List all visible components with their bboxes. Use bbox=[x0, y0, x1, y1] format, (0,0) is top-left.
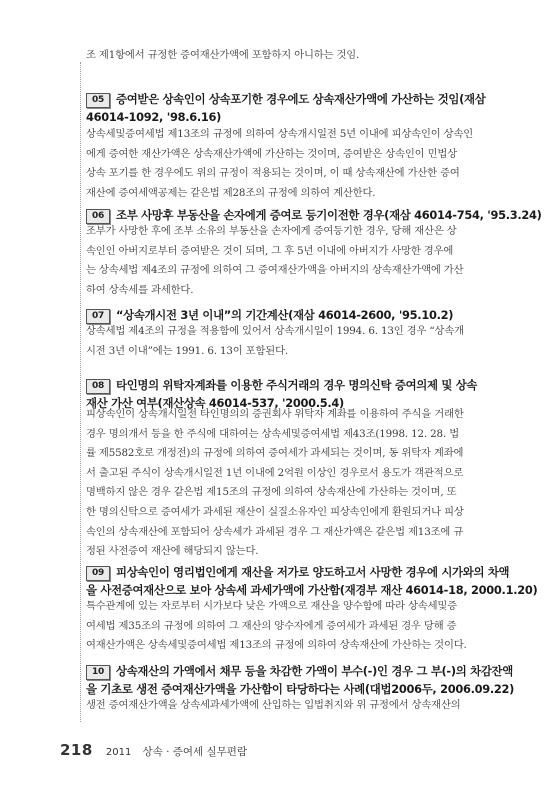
section-number-badge: 06 bbox=[86, 209, 110, 224]
section-heading-10 bbox=[86, 662, 515, 698]
section-body-05 bbox=[86, 125, 484, 203]
body-line: 경우 명의개서 등을 한 주식에 대하여는 상속세및증여세법 제43조(1998. 12. 28. 법 bbox=[86, 427, 459, 440]
page-number: 218 bbox=[60, 741, 93, 759]
body-line: 여재산가액은 상속세및증여세법 제13조의 규정에 의하여 상속재산에 가산하는 것이다. bbox=[86, 639, 467, 652]
body-line: 생전 증여재산가액을 상속세과세가액에 산입하는 입법취지와 위 규정에서 상속재산의 bbox=[86, 699, 461, 711]
section-body-10 bbox=[86, 696, 484, 716]
body-line: 한 명의신탁으로 증여세가 과세된 재산이 실질소유자인 피상속인에게 환원되거나 피상 bbox=[86, 505, 464, 518]
body-line: 여세법 제35조의 규정에 의하여 그 재산의 양수자에게 증여세가 과세된 경우 당해 증 bbox=[86, 619, 457, 632]
page-footer bbox=[60, 740, 247, 759]
body-line: 하여 상속세를 과세한다. bbox=[86, 283, 194, 296]
section-number-badge: 07 bbox=[86, 309, 110, 324]
section-heading-09 bbox=[86, 563, 538, 599]
heading-line: 을 사전증여재산으로 보아 상속세 과세가액에 가산함(재경부 재산 46014-18, 2000.1.20) bbox=[86, 583, 538, 597]
body-line: 명백하지 않은 경우 같은법 제15조의 규정에 의하여 상속재산에 가산하는 것이며, 또 bbox=[86, 486, 457, 499]
heading-line: 재산 가산 여부(재산상속 46014-537, '2000.5.4) bbox=[86, 396, 344, 410]
footer-year: 2011 bbox=[105, 747, 132, 758]
body-line: 상속 포기를 한 경우에도 위의 규정이 적용되는 것이며, 이 때 상속재산에 가산한 증여 bbox=[86, 167, 460, 180]
section-number-badge: 09 bbox=[86, 566, 110, 581]
section-number-badge: 10 bbox=[86, 665, 110, 680]
heading-line: 10 상속재산의 가액에서 채무 등을 차감한 가액이 부수(-)인 경우 그 부(-)의 차감잔액 bbox=[86, 662, 488, 680]
body-line: 서 출고된 주식이 상속개시일전 1년 이내에 2억원 이상인 경우로서 용도가 객관적으로 bbox=[86, 466, 464, 479]
intro-paragraph bbox=[86, 46, 484, 66]
section-number-badge: 05 bbox=[86, 93, 110, 108]
body-line: 피상속인이 상속개시일전 타인명의의 증권회사 위탁자 계좌를 이용하여 주식을 거래한 bbox=[86, 408, 464, 420]
body-line: 상속세법 제4조의 규정을 적용함에 있어서 상속개시일이 1994. 6. 13인 경우 “상속개 bbox=[86, 325, 464, 337]
footer-book-title: 상속 · 증여세 실무편람 bbox=[142, 746, 248, 758]
heading-line: 46014-1092, '98.6.16) bbox=[86, 110, 222, 124]
left-margin-rule bbox=[80, 62, 81, 722]
body-line: 재산에 증여세액공제는 같은법 제28조의 규정에 의하여 계산한다. bbox=[86, 186, 376, 199]
section-body-07 bbox=[86, 322, 484, 361]
section-heading-05 bbox=[86, 90, 488, 126]
body-line: 는 상속세법 제4조의 규정에 의하여 그 증여재산가액을 아버지의 상속재산가액에 가산 bbox=[86, 264, 464, 277]
section-body-08 bbox=[86, 405, 484, 562]
section-number-badge: 08 bbox=[86, 379, 110, 394]
heading-line: 05 증여받은 상속인이 상속포기한 경우에도 상속재산가액에 가산하는 것임(재삼 bbox=[86, 90, 488, 108]
body-line: 시전 3년 이내”에는 1991. 6. 13이 포함된다. bbox=[86, 344, 288, 357]
body-line: 상속세및증여세법 제13조의 규정에 의하여 상속개시일전 5년 이내에 피상속인이 상속인 bbox=[86, 128, 474, 140]
heading-line: 06 조부 사망후 부동산을 손자에게 증여로 등기이전한 경우(재삼 46014-754, '95.3.24) bbox=[86, 206, 488, 224]
body-line: 특수관계에 있는 자로부터 시가보다 낮은 가액으로 재산을 양수함에 따라 상속세및증 bbox=[86, 600, 457, 612]
body-line: 속인인 아버지로부터 증여받은 것이 되며, 그 후 5년 이내에 아버지가 사망한 경우에 bbox=[86, 244, 454, 257]
body-line: 속인의 상속재산에 포함되어 상속세가 과세된 경우 그 재산가액은 같은법 제13조에 규 bbox=[86, 525, 464, 538]
intro-line: 조 제1항에서 규정한 증여재산가액에 포함하지 아니하는 것임. bbox=[86, 49, 360, 61]
heading-line: 07 “상속개시전 3년 이내”의 기간계산(재삼 46014-2600, '95.10.2) bbox=[86, 306, 488, 324]
section-body-06 bbox=[86, 222, 484, 300]
heading-line: 을 기초로 생전 증여재산가액을 가산함이 타당하다는 사례(대법2006두, 2006.09.22) bbox=[86, 682, 515, 696]
section-body-09 bbox=[86, 597, 484, 656]
heading-line: 08 타인명의 위탁자계좌를 이용한 주식거래의 경우 명의신탁 증여의제 및 상속 bbox=[86, 376, 488, 394]
body-line: 정된 사전증여 재산에 해당되지 않는다. bbox=[86, 545, 259, 558]
body-line: 률 제5582호로 개정전)의 규정에 의하여 증여세가 과세되는 것이며, 동 위탁자 계좌에 bbox=[86, 447, 464, 460]
heading-line: 09 피상속인이 영리법인에게 재산을 저가로 양도하고서 사망한 경우에 시가와의 차액 bbox=[86, 563, 488, 581]
body-line: 에게 증여한 재산가액은 상속재산가액에 가산하는 것이며, 증여받은 상속인이 민법상 bbox=[86, 147, 457, 160]
body-line: 조부가 사망한 후에 조부 소유의 부동산을 손자에게 증여등기한 경우, 당해 재산은 상 bbox=[86, 225, 457, 237]
